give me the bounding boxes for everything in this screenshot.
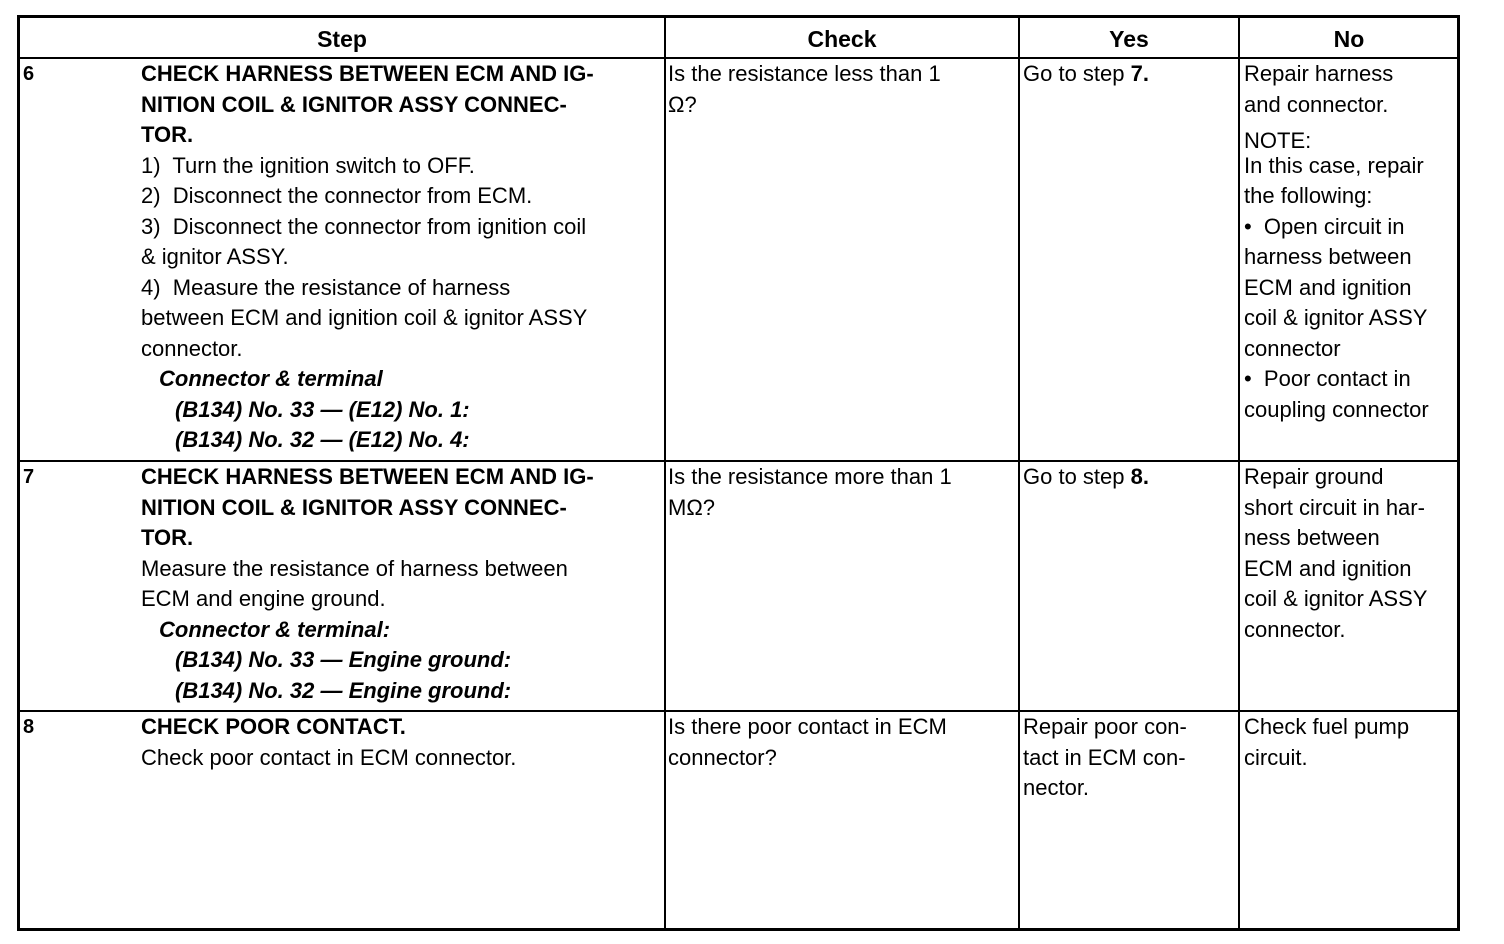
no-line: connector. [1244,616,1346,642]
no-line: coil & ignitor ASSY [1244,586,1428,611]
no-line: ness between [1244,525,1380,550]
no-line: ECM and ignition [1244,555,1412,581]
step-number: 8 [23,716,35,738]
check-line: Ω? [668,91,697,117]
step-body-line: 3) Disconnect the connector from ignition coil [141,213,587,239]
header-no: No [1333,26,1365,52]
step-number: 7 [23,466,35,488]
step-body-line: Measure the resistance of harness between [141,555,568,581]
connector-terminal-label: Connector & terminal: [159,616,391,642]
note-bullet: • Open circuit in [1244,213,1405,239]
step-body-line: 4) Measure the resistance of harness [141,274,511,300]
header-step: Step [317,26,367,52]
step-title-line: TOR. [141,122,194,147]
no-line: Repair ground [1244,464,1384,489]
step-body-line: 1) Turn the ignition switch to OFF. [141,152,475,178]
yes-step-ref: 8. [1130,464,1149,489]
step-body-line: Check poor contact in ECM connector. [141,744,517,770]
yes-text: Go to step [1023,61,1131,86]
check-question [668,59,1014,120]
no-line: short circuit in har- [1244,494,1425,520]
header-yes: Yes [1109,26,1149,52]
terminal-spec: (B134) No. 33 — (E12) No. 1: [175,396,470,422]
note-line: connector [1244,335,1341,361]
check-question [668,462,1014,523]
yes-step-ref: 7. [1130,61,1149,86]
yes-line: Repair poor con- [1023,714,1187,739]
yes-action [1023,59,1235,90]
yes-text: Go to step [1023,464,1131,489]
step-title-line: CHECK HARNESS BETWEEN ECM AND IG- [141,61,594,86]
column-divider [1018,18,1020,928]
check-line: Is the resistance more than 1 [668,464,952,489]
no-action [1244,462,1458,645]
diagnostic-table [17,15,1460,931]
note-line: coil & ignitor ASSY [1244,305,1428,330]
terminal-spec: (B134) No. 33 — Engine ground: [175,647,512,672]
terminal-spec: (B134) No. 32 — Engine ground: [175,677,512,703]
check-line: Is there poor contact in ECM [668,714,947,739]
check-question [668,712,1014,773]
note-label: NOTE: [1244,128,1312,153]
step-body-line: 2) Disconnect the connector from ECM. [141,183,533,208]
no-action [1244,59,1458,425]
step-title-line: TOR. [141,525,194,550]
no-action [1244,712,1458,773]
note-line: the following: [1244,183,1373,208]
step-title-line: NITION COIL & IGNITOR ASSY CONNEC- [141,91,567,117]
check-line: Is the resistance less than 1 [668,61,941,86]
step-number: 6 [23,63,35,85]
header-check: Check [807,26,877,52]
step-body-line: ECM and engine ground. [141,586,386,611]
step-title-line: CHECK HARNESS BETWEEN ECM AND IG- [141,464,594,489]
step-title-line: NITION COIL & IGNITOR ASSY CONNEC- [141,494,567,520]
note-line: ECM and ignition [1244,274,1412,300]
note-line: In this case, repair [1244,152,1424,178]
note-line: coupling connector [1244,396,1429,422]
step-body-line: & ignitor ASSY. [141,244,289,269]
column-divider [1238,18,1240,928]
no-line: and connector. [1244,91,1389,117]
yes-line: nector. [1023,775,1090,800]
check-line: MΩ? [668,494,716,520]
terminal-spec: (B134) No. 32 — (E12) No. 4: [175,427,470,452]
step-body-line: between ECM and ignition coil & ignitor ASSY [141,305,588,330]
note-line: harness between [1244,244,1412,269]
note-bullet: • Poor contact in [1244,366,1411,391]
no-line: Check fuel pump [1244,714,1410,739]
step-body-line: connector. [141,335,243,361]
yes-line: tact in ECM con- [1023,744,1186,770]
step-instructions [141,712,661,773]
step-instructions [141,462,661,706]
no-line: circuit. [1244,744,1308,770]
yes-action [1023,462,1235,493]
no-line: Repair harness [1244,61,1394,86]
yes-action [1023,712,1235,804]
connector-terminal-label: Connector & terminal [159,366,383,391]
step-title-line: CHECK POOR CONTACT. [141,714,406,739]
step-instructions [141,59,661,456]
column-divider [664,18,666,928]
check-line: connector? [668,744,777,770]
